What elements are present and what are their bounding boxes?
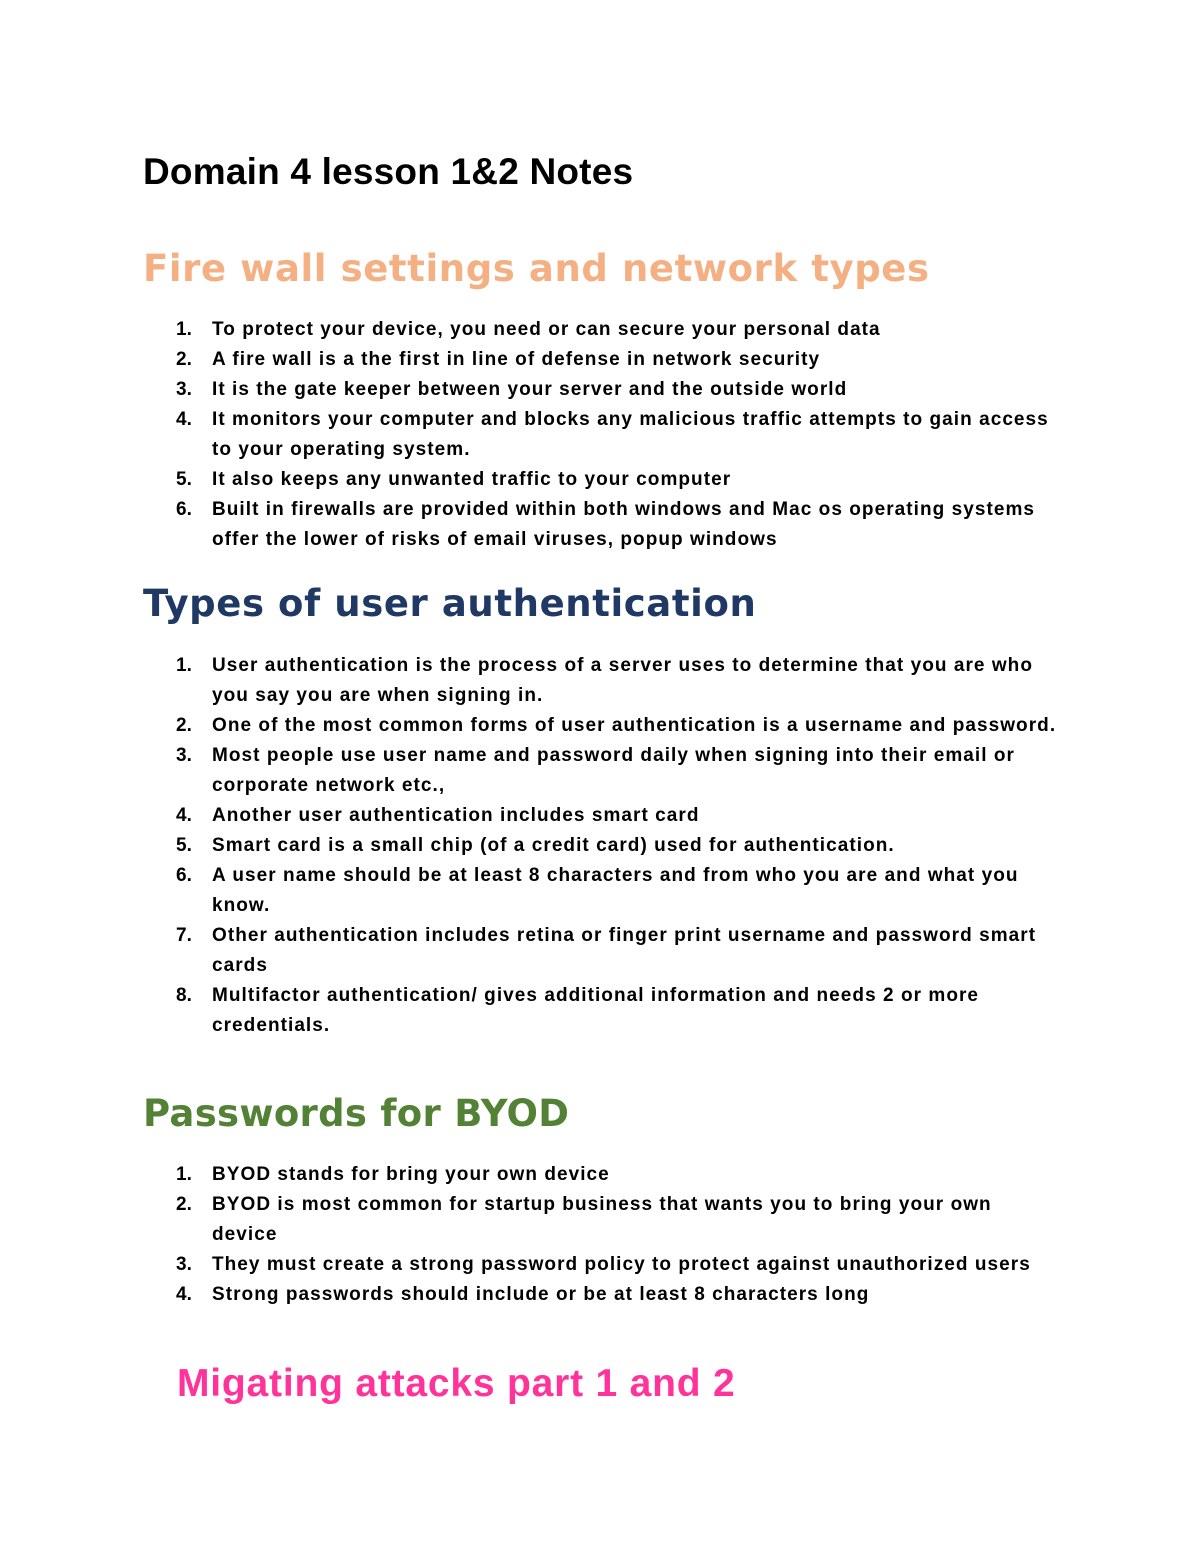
list-number: 2. xyxy=(176,715,192,736)
list-number: 1. xyxy=(176,1164,192,1185)
list-item xyxy=(0,1190,1062,1250)
list-item xyxy=(0,801,1062,831)
list-number: 3. xyxy=(176,1254,192,1275)
list-item xyxy=(0,465,1062,495)
authentication-section-heading: Types of user authentication xyxy=(143,582,757,625)
list-item-text: BYOD stands for bring your own device xyxy=(212,1164,610,1185)
list-item xyxy=(0,345,1062,375)
firewall-section-heading: Fire wall settings and network types xyxy=(143,247,930,290)
attacks-section-heading: Migating attacks part 1 and 2 xyxy=(177,1362,736,1405)
byod-notes-list xyxy=(0,1160,1062,1310)
list-number: 4. xyxy=(176,805,192,826)
list-item xyxy=(0,861,1062,921)
list-item-text: Built in firewalls are provided within both windows and Mac os operating systems offer the lower of risks of email viruses, popup windows xyxy=(212,499,1036,550)
list-item xyxy=(0,981,1062,1041)
list-item xyxy=(0,921,1062,981)
list-item xyxy=(0,315,1062,345)
list-item xyxy=(0,1280,1062,1310)
list-item-text: BYOD is most common for startup business that wants you to bring your own device xyxy=(212,1194,992,1245)
document-title: Domain 4 lesson 1&2 Notes xyxy=(143,151,634,192)
list-number: 7. xyxy=(176,925,192,946)
list-item-text: It is the gate keeper between your server and the outside world xyxy=(212,379,848,400)
list-item-text: It monitors your computer and blocks any malicious traffic attempts to gain access to your operating system. xyxy=(212,409,1049,460)
list-number: 3. xyxy=(176,745,192,766)
list-item xyxy=(0,495,1062,555)
list-number: 2. xyxy=(176,1194,192,1215)
list-number: 6. xyxy=(176,865,192,886)
list-item-text: Strong passwords should include or be at least 8 characters long xyxy=(212,1284,870,1305)
list-item xyxy=(0,405,1062,465)
list-item xyxy=(0,711,1062,741)
list-item xyxy=(0,831,1062,861)
list-item-text: One of the most common forms of user authentication is a username and password. xyxy=(212,715,1057,736)
list-item-text: To protect your device, you need or can secure your personal data xyxy=(212,319,881,340)
list-item-text: A fire wall is a the first in line of defense in network security xyxy=(212,349,821,370)
list-number: 2. xyxy=(176,349,192,370)
list-item-text: Other authentication includes retina or finger print username and password smart cards xyxy=(212,925,1037,976)
list-number: 6. xyxy=(176,499,192,520)
firewall-notes-list xyxy=(0,315,1062,555)
list-item xyxy=(0,741,1062,801)
list-item-text: User authentication is the process of a server uses to determine that you are who you say you are when signing in. xyxy=(212,655,1033,706)
list-number: 8. xyxy=(176,985,192,1006)
list-number: 5. xyxy=(176,469,192,490)
list-number: 3. xyxy=(176,379,192,400)
list-item-text: Smart card is a small chip (of a credit card) used for authentication. xyxy=(212,835,895,856)
list-item-text: They must create a strong password policy to protect against unauthorized users xyxy=(212,1254,1031,1275)
list-number: 4. xyxy=(176,409,192,430)
list-item-text: It also keeps any unwanted traffic to your computer xyxy=(212,469,732,490)
list-number: 5. xyxy=(176,835,192,856)
list-item-text: Another user authentication includes smart card xyxy=(212,805,700,826)
list-item xyxy=(0,1160,1062,1190)
byod-section-heading: Passwords for BYOD xyxy=(143,1092,570,1135)
list-item xyxy=(0,1250,1062,1280)
list-item-text: Most people use user name and password daily when signing into their email or corporate network etc., xyxy=(212,745,1015,796)
list-number: 1. xyxy=(176,319,192,340)
list-item-text: Multifactor authentication/ gives additional information and needs 2 or more credentials. xyxy=(212,985,980,1036)
list-number: 1. xyxy=(176,655,192,676)
list-item xyxy=(0,375,1062,405)
list-item xyxy=(0,651,1062,711)
list-item-text: A user name should be at least 8 characters and from who you are and what you know. xyxy=(212,865,1019,916)
authentication-notes-list xyxy=(0,651,1062,1041)
list-number: 4. xyxy=(176,1284,192,1305)
